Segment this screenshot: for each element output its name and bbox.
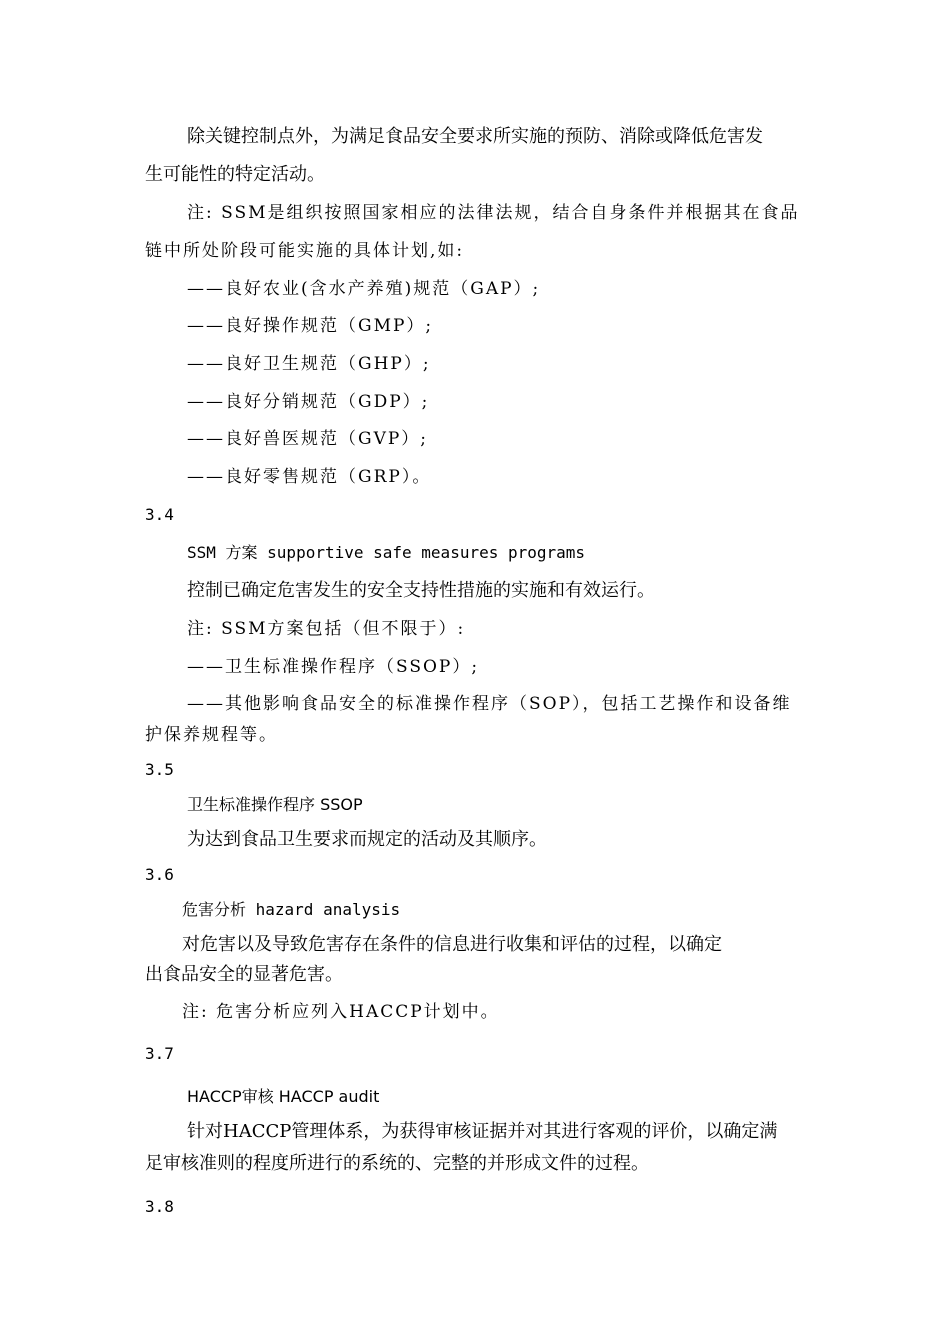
list-item: ——其他影响食品安全的标准操作程序（SOP），包括工艺操作和设备维 — [187, 694, 792, 714]
section-number: 3.5 — [145, 760, 174, 779]
term-heading: SSM 方案 supportive safe measures programs — [187, 543, 586, 562]
list-item: ——卫生标准操作程序（SSOP）; — [187, 657, 480, 677]
definition-text: 足审核准则的程度所进行的系统的、完整的并形成文件的过程。 — [145, 1153, 649, 1174]
section-number: 3.7 — [145, 1044, 174, 1063]
definition-text: 出食品安全的显著危害。 — [145, 964, 343, 985]
list-item: ——良好农业(含水产养殖)规范（GAP）; — [187, 279, 541, 299]
note-text-line: 链中所处阶段可能实施的具体计划,如: — [145, 241, 465, 261]
note-text-line: 注: SSM方案包括（但不限于）: — [187, 619, 466, 639]
list-item: ——良好零售规范（GRP）。 — [187, 467, 432, 487]
definition-text: 为达到食品卫生要求而规定的活动及其顺序。 — [187, 829, 547, 850]
list-item: ——良好操作规范（GMP）; — [187, 316, 434, 336]
section-number: 3.8 — [145, 1197, 174, 1216]
definition-text: 针对HACCP管理体系，为获得审核证据并对其进行客观的评价，以确定满 — [187, 1121, 778, 1142]
list-item: ——良好兽医规范（GVP）; — [187, 429, 429, 449]
list-item: ——良好卫生规范（GHP）; — [187, 354, 431, 374]
note-text-line: 注: 危害分析应列入HACCP计划中。 — [182, 1002, 500, 1022]
section-number: 3.6 — [145, 865, 174, 884]
section-number: 3.4 — [145, 505, 174, 524]
body-text-line: 生可能性的特定活动。 — [145, 164, 325, 185]
term-heading: 卫生标准操作程序 SSOP — [187, 795, 363, 814]
term-heading: 危害分析 hazard analysis — [182, 900, 401, 919]
list-item: ——良好分销规范（GDP）; — [187, 392, 430, 412]
definition-text: 对危害以及导致危害存在条件的信息进行收集和评估的过程，以确定 — [182, 934, 722, 955]
term-heading: HACCP审核 HACCP audit — [187, 1087, 380, 1106]
list-item: 护保养规程等。 — [145, 725, 278, 745]
body-text-line: 除关键控制点外，为满足食品安全要求所实施的预防、消除或降低危害发 — [187, 126, 763, 147]
note-text-line: 注: SSM是组织按照国家相应的法律法规，结合自身条件并根据其在食品 — [187, 203, 800, 223]
definition-text: 控制已确定危害发生的安全支持性措施的实施和有效运行。 — [187, 580, 655, 601]
